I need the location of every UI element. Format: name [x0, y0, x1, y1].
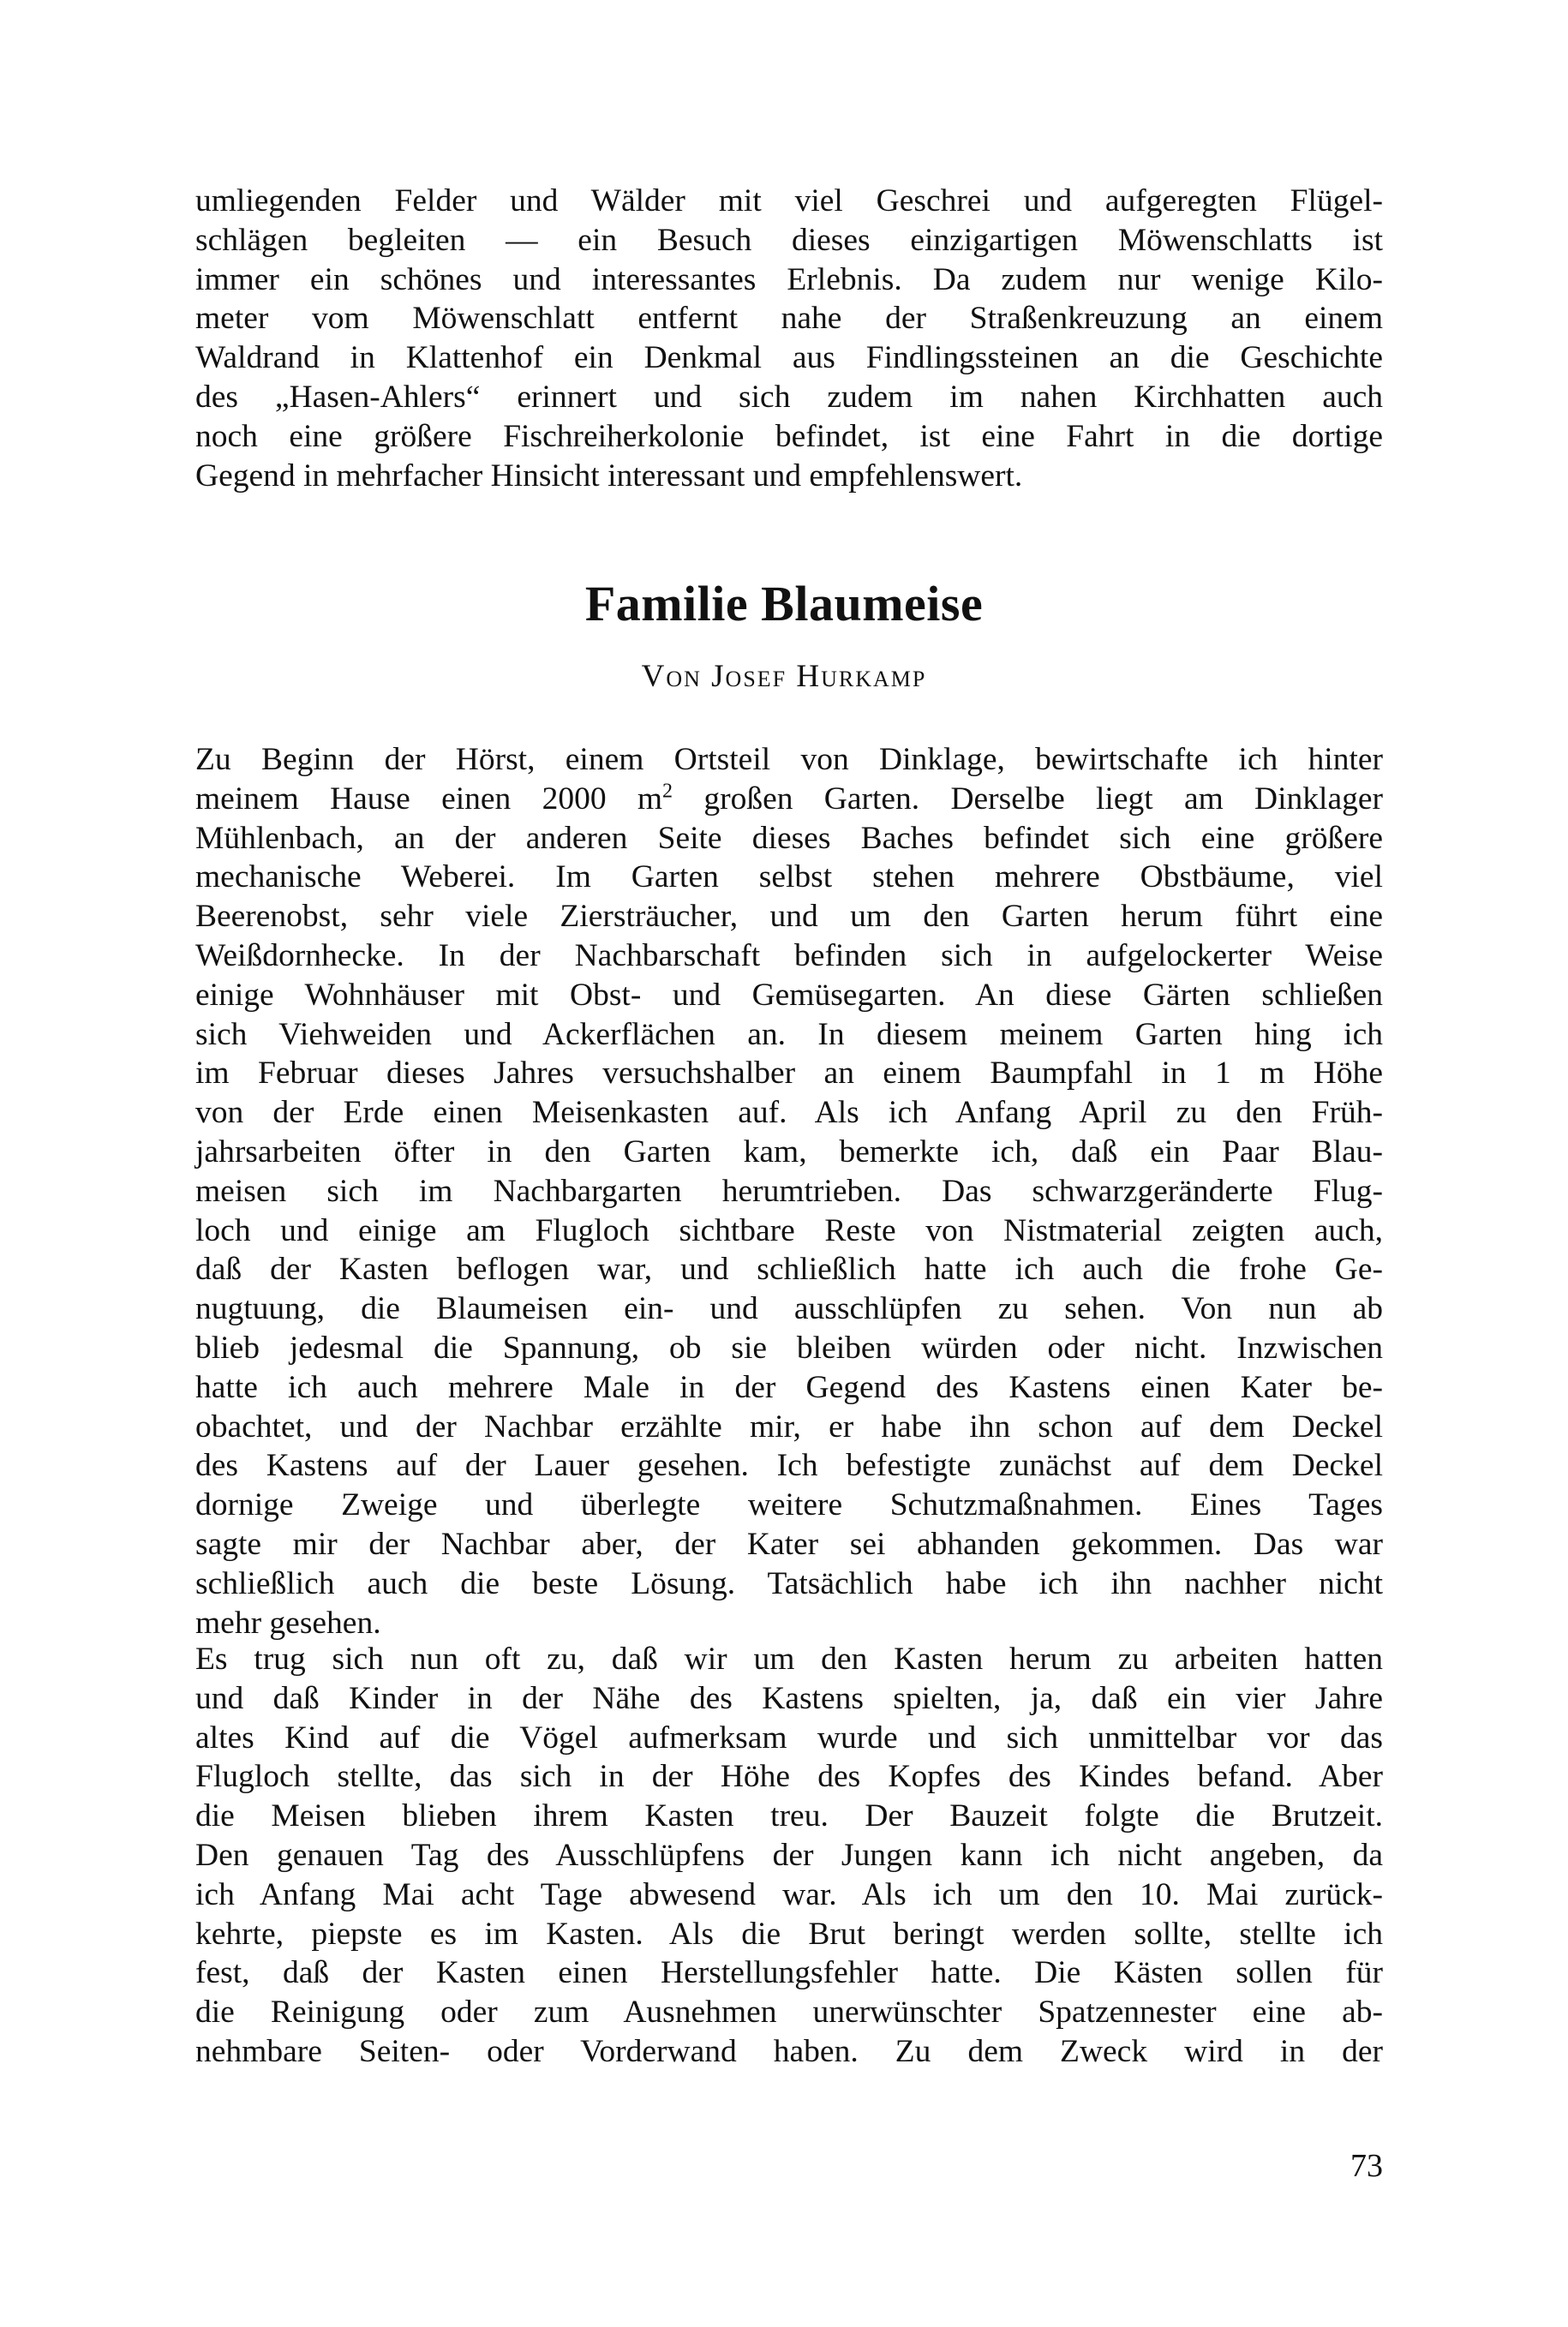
text-line: kehrte, piepste es im Kasten. Als die Brut beringt werden sollte, stellte ich: [195, 1916, 1383, 1952]
text-line: sagte mir der Nachbar aber, der Kater sei abhanden gekommen. Das war: [195, 1526, 1383, 1562]
text-line: obachtet, und der Nachbar erzählte mir, er habe ihn schon auf dem Deckel: [195, 1409, 1383, 1445]
text-line: schließlich auch die beste Lösung. Tatsächlich habe ich ihn nachher nicht: [195, 1565, 1383, 1601]
text-fragment: meinem Hause einen 2000 m: [195, 781, 663, 817]
text-line: hatte ich auch mehrere Male in der Gegend des Kastens einen Kater be-: [195, 1369, 1383, 1405]
text-line: jahrsarbeiten öfter in den Garten kam, bemerkte ich, daß ein Paar Blau-: [195, 1134, 1383, 1169]
text-line: die Meisen blieben ihrem Kasten treu. Der Bauzeit folgte die Brutzeit.: [195, 1798, 1383, 1834]
text-line: ich Anfang Mai acht Tage abwesend war. Als ich um den 10. Mai zurück-: [195, 1876, 1383, 1912]
superscript: 2: [662, 780, 673, 803]
text-line: Beerenobst, sehr viele Ziersträucher, und um den Garten herum führt eine: [195, 899, 1383, 935]
text-line: Waldrand in Klattenhof ein Denkmal aus Findlingssteinen an die Geschichte: [195, 340, 1383, 376]
text-line: umliegenden Felder und Wälder mit viel Geschrei und aufgeregten Flügel-: [195, 183, 1383, 218]
text-line: [195, 780, 1383, 819]
text-line: meter vom Möwenschlatt entfernt nahe der Straßenkreuzung an einem: [195, 301, 1383, 337]
article-byline: Von Josef Hurkamp: [641, 659, 927, 694]
text-line: des „Hasen-Ahlers“ erinnert und sich zudem im nahen Kirchhatten auch: [195, 379, 1383, 415]
text-line: altes Kind auf die Vögel aufmerksam wurde und sich unmittelbar vor das: [195, 1720, 1383, 1756]
article-paragraph-1: [195, 740, 1383, 1642]
text-line: Gegend in mehrfacher Hinsicht interessant und empfehlenswert.: [195, 458, 1023, 494]
text-line: schlägen begleiten — ein Besuch dieses einzigartigen Möwenschlatts ist: [195, 222, 1383, 258]
text-line: von der Erde einen Meisenkasten auf. Als ich Anfang April zu den Früh-: [195, 1095, 1383, 1131]
text-line: einige Wohnhäuser mit Obst- und Gemüsegarten. An diese Gärten schließen: [195, 977, 1383, 1013]
intro-paragraph: [195, 182, 1383, 495]
text-line: nehmbare Seiten- oder Vorderwand haben. Zu dem Zweck wird in der: [195, 2033, 1383, 2069]
text-line: sich Viehweiden und Ackerflächen an. In diesem meinem Garten hing ich: [195, 1016, 1383, 1052]
text-line: Weißdornhecke. In der Nachbarschaft befinden sich in aufgelockerter Weise: [195, 937, 1383, 973]
text-line: dornige Zweige und überlegte weitere Schutzmaßnahmen. Eines Tages: [195, 1487, 1383, 1523]
text-line: noch eine größere Fischreiherkolonie befindet, ist eine Fahrt in die dortige: [195, 418, 1383, 454]
text-line: fest, daß der Kasten einen Herstellungsfehler hatte. Die Kästen sollen für: [195, 1955, 1383, 1991]
text-line: Mühlenbach, an der anderen Seite dieses Baches befindet sich eine größere: [195, 820, 1383, 856]
text-line: die Reinigung oder zum Ausnehmen unerwünschter Spatzennester eine ab-: [195, 1995, 1383, 2031]
text-line: Den genauen Tag des Ausschlüpfens der Jungen kann ich nicht angeben, da: [195, 1837, 1383, 1873]
text-line: und daß Kinder in der Nähe des Kastens spielten, ja, daß ein vier Jahre: [195, 1680, 1383, 1716]
text-line: des Kastens auf der Lauer gesehen. Ich befestigte zunächst auf dem Deckel: [195, 1448, 1383, 1484]
text-line: blieb jedesmal die Spannung, ob sie bleiben würden oder nicht. Inzwischen: [195, 1330, 1383, 1366]
article-title: Familie Blaumeise: [584, 576, 984, 631]
text-fragment: großen Garten. Derselbe liegt am Dinklager: [673, 781, 1383, 817]
text-line: daß der Kasten beflogen war, und schließlich hatte ich auch die frohe Ge-: [195, 1252, 1383, 1288]
text-line: im Februar dieses Jahres versuchshalber an einem Baumpfahl in 1 m Höhe: [195, 1056, 1383, 1092]
text-line: mehr gesehen.: [195, 1605, 381, 1641]
text-line: loch und einige am Flugloch sichtbare Reste von Nistmaterial zeigten auch,: [195, 1212, 1383, 1248]
text-line: Zu Beginn der Hörst, einem Ortsteil von Dinklage, bewirtschafte ich hinter: [195, 742, 1383, 777]
page-number: 73: [1350, 2148, 1383, 2184]
text-line: Es trug sich nun oft zu, daß wir um den Kasten herum zu arbeiten hatten: [195, 1642, 1383, 1677]
text-line: immer ein schönes und interessantes Erlebnis. Da zudem nur wenige Kilo-: [195, 261, 1383, 297]
text-line: mechanische Weberei. Im Garten selbst stehen mehrere Obstbäume, viel: [195, 859, 1383, 895]
text-line: meisen sich im Nachbargarten herumtrieben. Das schwarzgeränderte Flug-: [195, 1173, 1383, 1209]
article-paragraph-2: [195, 1640, 1383, 2072]
text-line: nugtuung, die Blaumeisen ein- und ausschlüpfen zu sehen. Von nun ab: [195, 1291, 1383, 1327]
text-line: Flugloch stellte, das sich in der Höhe des Kopfes des Kindes befand. Aber: [195, 1759, 1383, 1795]
